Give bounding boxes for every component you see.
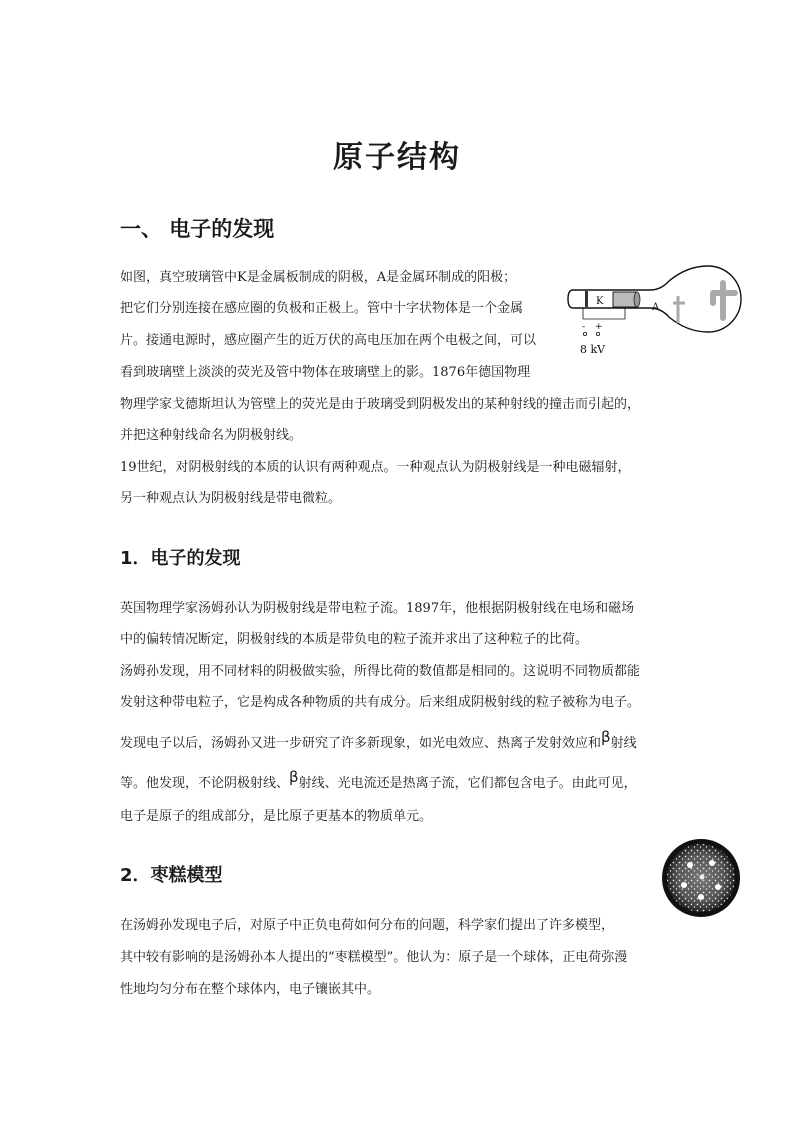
text-run: 发现电子以后，汤姆孙又进一步研究了许多新现象，如光电效应、热离子发射效应和 [120, 736, 602, 751]
paragraph-line: 汤姆孙发现，用不同材料的阴极做实验，所得比荷的数值都是相同的。这说明不同物质都能 [120, 664, 641, 679]
paragraph-line [120, 768, 637, 792]
paragraph-line: 电子是原子的组成部分，是比原子更基本的物质单元。 [120, 809, 433, 824]
cathode-ray-tube-figure [565, 263, 745, 358]
electron [700, 875, 705, 880]
paragraph-line: 另一种观点认为阴极射线是带电微粒。 [120, 491, 342, 506]
voltage-label: 8 kV [580, 343, 606, 356]
plus-sign: + [595, 322, 603, 332]
paragraph-line: 并把这种射线命名为阴极射线。 [120, 428, 303, 443]
section-heading-electron-discovery: 一、 电子的发现 [120, 217, 275, 241]
paragraph-line: 把它们分别连接在感应圈的负极和正极上。管中十字状物体是一个金属 [120, 301, 524, 316]
negative-terminal [583, 332, 586, 335]
positive-terminal [596, 332, 599, 335]
paragraph-line: 如图，真空玻璃管中K是金属板制成的阴极，A是金属环制成的阳极； [120, 270, 517, 285]
paragraph-line: 性地均匀分布在整个球体内，电子镶嵌其中。 [120, 982, 381, 997]
cross-shadow [713, 283, 735, 318]
anode-label: A [652, 302, 660, 313]
text-run: 射线、光电流还是热离子流，它们都包含电子。由此可见， [298, 776, 637, 791]
section-heading-plum-pudding: 2．枣糕模型 [120, 865, 223, 886]
electron [681, 882, 687, 888]
anode-ring [613, 292, 637, 307]
beta-symbol: β [601, 728, 611, 746]
text-run: 等。他发现，不论阴极射线、 [120, 776, 290, 791]
paragraph-line: 其中较有影响的是汤姆孙本人提出的“枣糕模型”。他认为：原子是一个球体，正电荷弥漫 [120, 950, 628, 965]
paragraph-line: 物理学家戈德斯坦认为管壁上的荧光是由于玻璃受到阴极发出的某种射线的撞击而引起的， [120, 397, 641, 412]
plum-pudding-model-figure [660, 837, 742, 919]
paragraph-line: 中的偏转情况断定，阴极射线的本质是带负电的粒子流并求出了这种粒子的比荷。 [120, 632, 589, 647]
paragraph-line: 发射这种带电粒子，它是构成各种物质的共有成分。后来组成阴极射线的粒子被称为电子。 [120, 695, 641, 710]
electron [709, 860, 715, 866]
paragraph-line: 19世纪，对阴极射线的本质的认识有两种观点。一种观点认为阴极射线是一种电磁辐射， [120, 460, 631, 475]
electron [687, 862, 693, 868]
minus-sign: - [582, 322, 586, 332]
electron [698, 894, 704, 900]
cathode-label: K [596, 296, 604, 307]
paragraph-line: 英国物理学家汤姆孙认为阴极射线是带电粒子流。1897年，他根据阴极射线在电场和磁场 [120, 601, 635, 616]
text-run: 射线 [610, 736, 637, 751]
beta-symbol: β [289, 768, 299, 786]
paragraph-line: 在汤姆孙发现电子后，对原子中正负电荷如何分布的问题，科学家们提出了许多模型， [120, 918, 615, 933]
anode-ring-edge [634, 292, 640, 307]
section-heading-discovery: 1．电子的发现 [120, 548, 241, 569]
paragraph-line: 片。接通电源时，感应圈产生的近万伏的高电压加在两个电极之间，可以 [120, 333, 537, 348]
page-title: 原子结构 [333, 140, 461, 175]
paragraph-line: 看到玻璃壁上淡淡的荧光及管中物体在玻璃壁上的影。1876年德国物理 [120, 365, 531, 380]
paragraph-line [120, 728, 637, 752]
electron [715, 884, 721, 890]
cathode-plate [585, 291, 588, 307]
maltese-cross [673, 296, 685, 323]
